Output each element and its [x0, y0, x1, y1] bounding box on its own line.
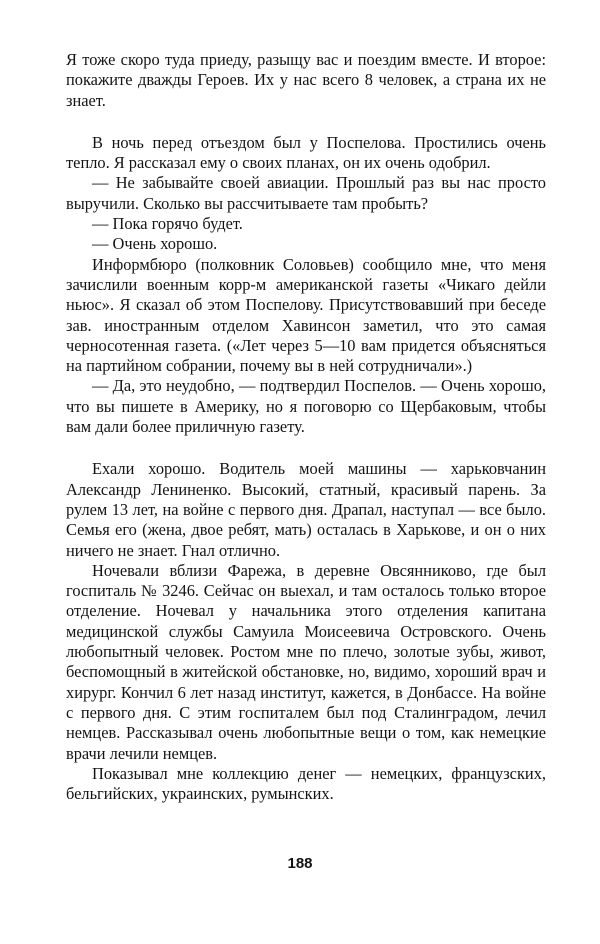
section-break — [66, 437, 546, 459]
page-number: 188 — [287, 855, 313, 872]
paragraph-informburo: Информбюро (полковник Соловьев) сообщило мне, что меня зачислили военным корр-м американской газеты «Чикаго дейли ньюс». Я сказал об этом Поспелову. Присутствовавший при беседе зав. иностранным отделом Хавинсон заметил, что это самая черносотенная газета. («Лет через 5—10 вам придется объясняться на партийном собрании, почему вы в ней сотрудничали».) — [66, 254, 546, 376]
dialogue-line: — Пока горячо будет. — [92, 214, 243, 234]
body-text — [66, 50, 546, 804]
dialogue-line: — Да, это неудобно, — подтвердил Поспелов. — Очень хорошо, что вы пишете в Америку, но я поговорю со Щербаковым, чтобы вам дали более приличную газету. — [66, 376, 546, 437]
section-break — [66, 111, 546, 133]
dialogue-line: — Очень хорошо. — [92, 234, 218, 254]
paragraph-driver: Ехали хорошо. Водитель моей машины — харьковчанин Александр Лениненко. Высокий, статный, красивый парень. За рулем 13 лет, на войне с первого дня. Драпал, наступал — все было. Семья его (жена, двое ребят, мать) осталась в Харькове, и он о них ничего не знает. Гнал отлично. — [66, 459, 546, 560]
paragraph-continuation: Я тоже скоро туда приеду, разыщу вас и поездим вместе. И второе: покажите дважды Героев. Их у нас всего 8 человек, а страна их не знает. — [66, 50, 546, 110]
paragraph-money-collection: Показывал мне коллекцию денег — немецких, французских, бельгийских, украинских, румынских. — [66, 763, 546, 804]
paragraph-overnight: Ночевали вблизи Фарежа, в деревне Овсянниково, где был госпиталь № 3246. Сейчас он выехал, и там осталось только второе отделение. Ночевал у начальника этого отделения капитана медицинской службы Самуила Моисеевича Островского. Очень любопытный человек. Ростом мне по плечо, золотые зубы, живот, беспомощный в житейской обстановке, но, видимо, хороший врач и хирург. Кончил 6 лет назад институт, кажется, в Донбассе. На войне с первого дня. С этим госпиталем был под Сталинградом, лечил немцев. Рассказывал очень любопытные вещи о том, как немецкие врачи лечили немцев. — [66, 560, 546, 763]
dialogue-line: — Не забывайте своей авиации. Прошлый раз вы нас просто выручили. Сколько вы рассчитываете там пробыть? — [66, 173, 546, 213]
paragraph-pospelov-visit: В ночь перед отъездом был у Поспелова. Простились очень тепло. Я рассказал ему о своих планах, он их очень одобрил. — [66, 132, 546, 173]
